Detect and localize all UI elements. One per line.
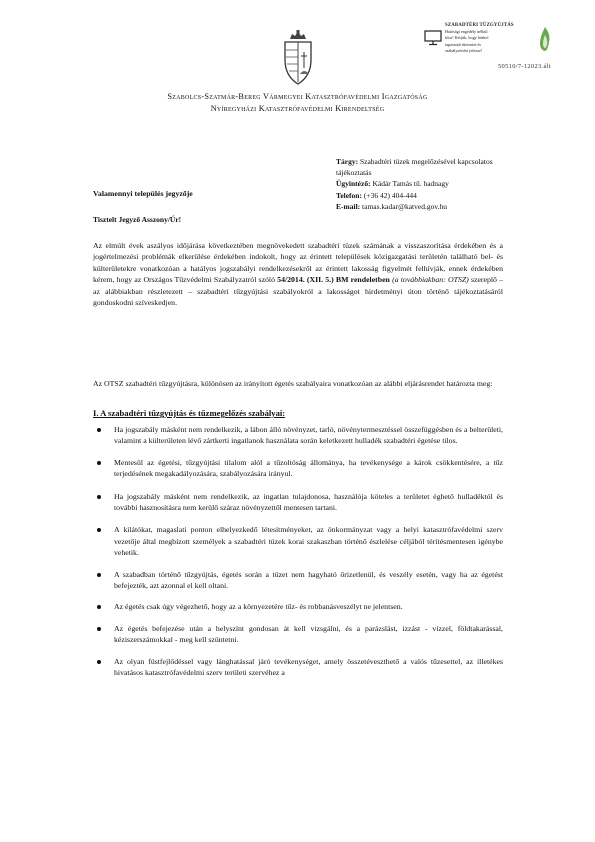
bullet-icon: [97, 573, 101, 577]
list-item-text: Ha jogszabály másként nem rendelkezik, a lábon álló növényzet, tarló, növénytermesztéssel összefüggésben és a belterületi, valamint a külterületen lévő zártkerti ingatlanok használata során keletkezett hulladék szabadtéri égetése tilos.: [114, 425, 503, 446]
logo-line: tapasztalt tűzesetet és: [445, 41, 482, 47]
agency-name: [0, 91, 595, 115]
salutation: Tisztelt Jegyző Asszony/Úr!: [93, 215, 182, 224]
email-label: E-mail:: [336, 201, 361, 211]
bullet-icon: [97, 495, 101, 499]
subject-label: Tárgy:: [336, 157, 359, 166]
list-item: [93, 601, 503, 612]
list-item: [93, 457, 503, 480]
intro-text: Az elmúlt évek aszályos időjárása következtében megnövekedett szabadtéri tüzek számának a visszaszorítása érdekében és a jogértelmezési problémák elkerülése érdekében indokolt, hogy az érintett települések közigazgatási területén található bel- és külterületekre vonatkozóan a hatályos jogszabályi rendelkezésekről az érintett lakosság figyelmét felhívják, ennek érdekében kérem, hogy az Országos Tűzvédelmi Szabályzatról szóló: [93, 241, 503, 285]
reference-number: 50510/7-12023.ált: [498, 63, 551, 70]
list-item-text: A kilátókat, magaslati ponton elhelyezkedő létesítményeket, az önkormányzat vagy a helyi katasztrófavédelmi szerv vezetője által megbízott személyek a szabadtéri tüzek korai szakaszban történő észlelése céljából térítésmentesen igénybe vehetik.: [114, 525, 503, 558]
section-heading: I. A szabadtéri tűzgyújtás és tűzmegelőzés szabályai:: [93, 408, 286, 418]
bullet-icon: [97, 660, 101, 664]
bullet-icon: [97, 461, 101, 465]
list-item-text: Mentesül az égetési, tűzgyújtási tilalom alól a tűzoltóság állománya, ha tevékenysége a károk csökkentésére, a tűz terjedésének megakadályozására, szabályozására irányul.: [114, 457, 503, 479]
list-item: [93, 491, 503, 514]
phone-label: Telefon:: [336, 190, 362, 200]
bullet-icon: [97, 528, 101, 532]
list-item: [93, 424, 503, 447]
logo-line: Hatósági engedély nélkül: [445, 29, 488, 35]
procedure-paragraph: Az OTSZ szabadtéri tűzgyújtásra, különösen az irányított égetés szabályaira vonatkozóan az alábbi eljárásrendet határozta meg:: [93, 379, 493, 388]
email-value: tamas.kadar@katved.gov.hu: [362, 201, 447, 211]
bullet-icon: [97, 428, 101, 432]
phone-value: (+36 42) 404-444: [363, 190, 417, 200]
list-item: [93, 569, 503, 592]
list-item-text: Az olyan füstfejlődéssel vagy lánghatással járó tevékenységet, amely összetéveszthető a valós tűzesettel, az illetékes hivatásos katasztrófavédelmi szerv területi szervéhez a: [114, 656, 503, 678]
list-item: [93, 524, 503, 558]
letter-metadata: [336, 156, 514, 212]
bullet-icon: [97, 605, 101, 609]
officer-label: Ügyintéző:: [336, 179, 371, 189]
intro-paragraph: [93, 240, 503, 308]
flame-icon: [537, 26, 553, 52]
subject-value: Szabadtéri tüzek megelőzésével kapcsolatos tájékoztatás: [336, 157, 493, 178]
list-item: [93, 623, 503, 646]
rules-list: [93, 424, 503, 679]
monitor-icon: [424, 30, 442, 46]
agency-line-office: Nyíregyházi Katasztrófavédelmi Kirendeltség: [210, 104, 385, 113]
coat-of-arms-icon: [280, 30, 316, 86]
list-item-text: Az égetés befejezése után a helyszínt gondosan át kell vizsgálni, és a parázslást, izzást - vízzel, földtakarással, kéziszerszámokkal - meg kell szüntetni.: [114, 623, 503, 645]
bullet-icon: [97, 627, 101, 631]
logo-line: tilos! Kérjük, hogy bárhol: [445, 35, 489, 41]
list-item-text: A szabadban történő tűzgyújtás, égetés során a tüzet nem hagyható őrizetlenül, és veszély esetén, vagy ha az égetést befejezték, azt azonnal el kell oltani.: [114, 569, 503, 591]
list-item-text: Az égetés csak úgy végezhető, hogy az a környezetére tűz- és robbanásveszélyt ne jelentsen.: [114, 602, 403, 612]
logo-line: szabálysértést jelezze!: [445, 47, 483, 53]
agency-line-directorate: Szabolcs-Szatmár-Bereg Vármegyei Katasztrófavédelmi Igazgatóság: [167, 92, 428, 101]
officer-value: Kádár Tamás tű. hadnagy: [372, 179, 449, 189]
recipient: Valamennyi település jegyzője: [93, 189, 193, 198]
logo-title: SZABADTÉRI TÜZGYÚJTÁS: [445, 23, 514, 28]
regulation-abbreviation: (a továbbiakban: OTSZ): [392, 275, 469, 285]
list-item-text: Ha jogszabály másként nem rendelkezik, az ingatlan tulajdonosa, használója köteles a területet éghető hulladéktól és további hasznosításra nem kerülő száraz növényzettől mentesen tartani.: [114, 491, 503, 513]
regulation-reference: 54/2014. (XII. 5.) BM rendeletben: [277, 275, 390, 285]
intro-text-continued: szereplő – az alábbiakban részletezett – szabadtéri tűzgyújtási szabályokról a lakosságot hirdetményi úton történő tájékoztatásáról gondoskodni szíveskedjen.: [93, 275, 504, 308]
list-item: [93, 656, 503, 679]
